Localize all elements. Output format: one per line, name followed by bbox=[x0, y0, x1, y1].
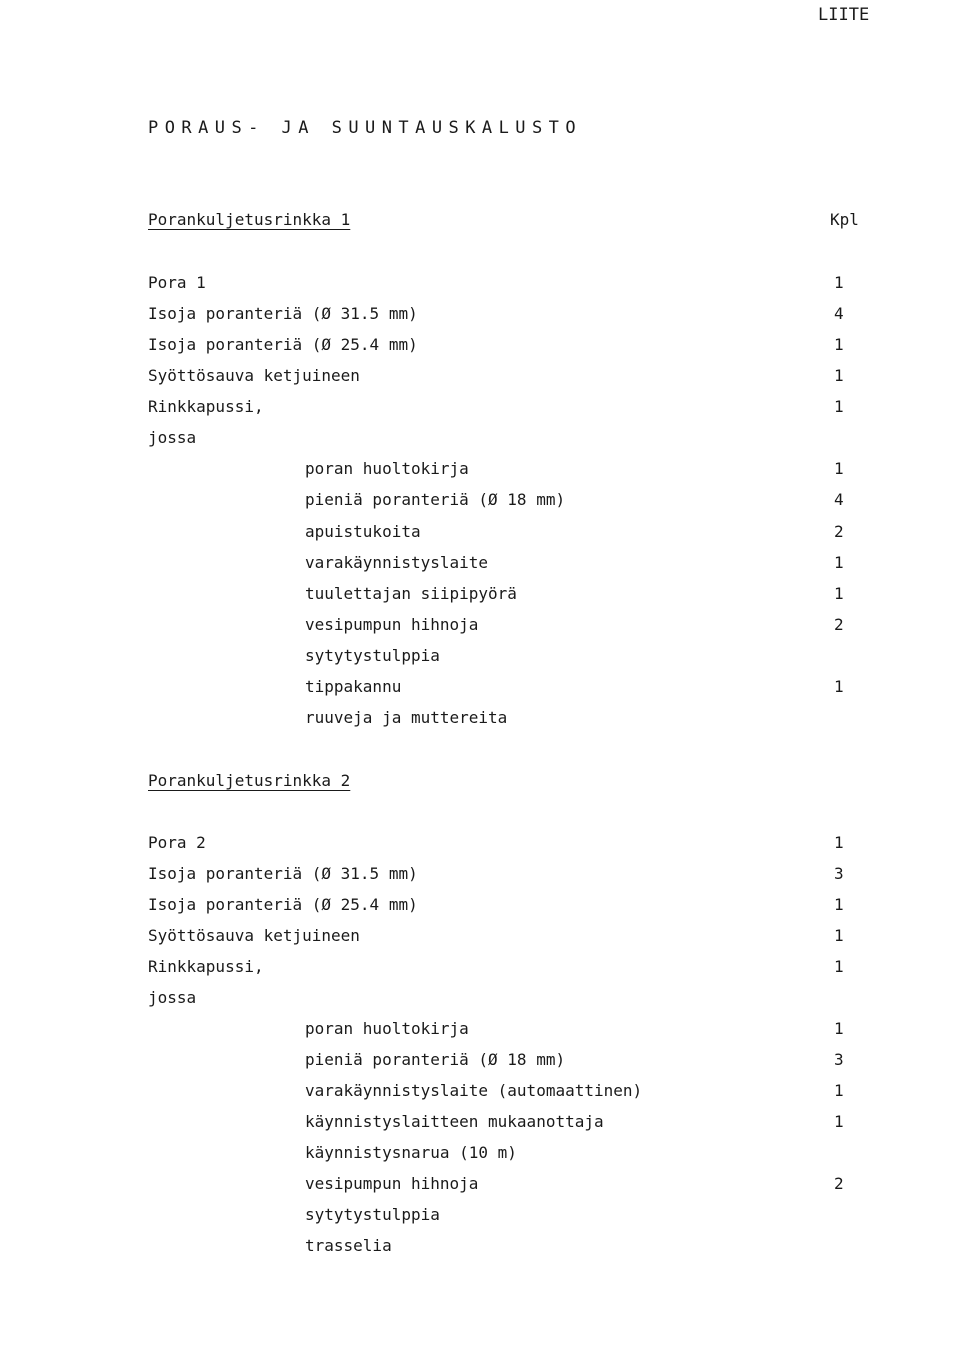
list-item bbox=[0, 646, 960, 666]
list-item bbox=[0, 366, 960, 386]
list-item bbox=[0, 459, 960, 479]
item-quantity: 1 bbox=[834, 957, 844, 976]
item-quantity: 1 bbox=[834, 1019, 844, 1038]
item-label: apuistukoita bbox=[305, 522, 421, 541]
list-item bbox=[0, 553, 960, 573]
list-item bbox=[0, 615, 960, 635]
section-heading-rinkka-1: Porankuljetusrinkka 1 bbox=[148, 210, 351, 229]
item-quantity: 1 bbox=[834, 553, 844, 572]
list-item bbox=[0, 273, 960, 293]
item-label: varakäynnistyslaite (automaattinen) bbox=[305, 1081, 643, 1100]
section-heading-rinkka-2: Porankuljetusrinkka 2 bbox=[148, 771, 351, 790]
quantity-column-header: Kpl bbox=[830, 210, 859, 229]
list-item bbox=[0, 957, 960, 977]
list-item bbox=[0, 335, 960, 355]
item-label: vesipumpun hihnoja bbox=[305, 1174, 479, 1193]
list-item bbox=[0, 708, 960, 728]
item-label: pieniä poranteriä (Ø 18 mm) bbox=[305, 1050, 566, 1069]
item-quantity: 1 bbox=[834, 677, 844, 696]
item-label: tippakannu bbox=[305, 677, 402, 696]
item-quantity: 1 bbox=[834, 833, 844, 852]
item-quantity: 1 bbox=[834, 1081, 844, 1100]
list-item bbox=[0, 926, 960, 946]
list-item bbox=[0, 1081, 960, 1101]
item-label: poran huoltokirja bbox=[305, 1019, 469, 1038]
item-label: trasselia bbox=[305, 1236, 392, 1255]
item-label: Pora 2 bbox=[148, 833, 206, 852]
item-quantity: 1 bbox=[834, 273, 844, 292]
item-label: Pora 1 bbox=[148, 273, 206, 292]
list-item bbox=[0, 1112, 960, 1132]
item-quantity: 2 bbox=[834, 1174, 844, 1193]
item-label: käynnistysnarua (10 m) bbox=[305, 1143, 517, 1162]
list-item bbox=[0, 490, 960, 510]
item-label: käynnistyslaitteen mukaanottaja bbox=[305, 1112, 604, 1131]
appendix-label: LIITE bbox=[818, 5, 870, 25]
item-label: Rinkkapussi, bbox=[148, 397, 264, 416]
item-label: pieniä poranteriä (Ø 18 mm) bbox=[305, 490, 566, 509]
list-item bbox=[0, 895, 960, 915]
page-title: PORAUS- JA SUUNTAUSKALUSTO bbox=[148, 118, 583, 138]
list-item bbox=[0, 1174, 960, 1194]
list-item bbox=[0, 304, 960, 324]
item-label: poran huoltokirja bbox=[305, 459, 469, 478]
item-label: Syöttösauva ketjuineen bbox=[148, 366, 360, 385]
list-item bbox=[0, 1019, 960, 1039]
item-quantity: 1 bbox=[834, 366, 844, 385]
list-item bbox=[0, 428, 960, 448]
item-label: Isoja poranteriä (Ø 25.4 mm) bbox=[148, 335, 418, 354]
item-label: Isoja poranteriä (Ø 25.4 mm) bbox=[148, 895, 418, 914]
item-label: tuulettajan siipipyörä bbox=[305, 584, 517, 603]
item-quantity: 1 bbox=[834, 584, 844, 603]
item-label: jossa bbox=[148, 988, 197, 1007]
item-label: jossa bbox=[148, 428, 197, 447]
item-label: Rinkkapussi, bbox=[148, 957, 264, 976]
item-label: Isoja poranteriä (Ø 31.5 mm) bbox=[148, 864, 418, 883]
list-item bbox=[0, 1143, 960, 1163]
list-item bbox=[0, 864, 960, 884]
item-quantity: 1 bbox=[834, 397, 844, 416]
list-item bbox=[0, 1236, 960, 1256]
item-quantity: 1 bbox=[834, 459, 844, 478]
item-quantity: 1 bbox=[834, 335, 844, 354]
list-item bbox=[0, 397, 960, 417]
list-item bbox=[0, 833, 960, 853]
item-quantity: 3 bbox=[834, 864, 844, 883]
item-quantity: 4 bbox=[834, 490, 844, 509]
list-item bbox=[0, 584, 960, 604]
item-label: ruuveja ja muttereita bbox=[305, 708, 508, 727]
item-quantity: 1 bbox=[834, 1112, 844, 1131]
item-label: vesipumpun hihnoja bbox=[305, 615, 479, 634]
item-label: varakäynnistyslaite bbox=[305, 553, 489, 572]
item-quantity: 2 bbox=[834, 522, 844, 541]
item-quantity: 1 bbox=[834, 926, 844, 945]
item-label: Syöttösauva ketjuineen bbox=[148, 926, 360, 945]
list-item bbox=[0, 988, 960, 1008]
item-quantity: 1 bbox=[834, 895, 844, 914]
list-item bbox=[0, 522, 960, 542]
list-item bbox=[0, 1050, 960, 1070]
item-quantity: 2 bbox=[834, 615, 844, 634]
list-item bbox=[0, 1205, 960, 1225]
item-quantity: 4 bbox=[834, 304, 844, 323]
item-label: sytytystulppia bbox=[305, 646, 440, 665]
item-quantity: 3 bbox=[834, 1050, 844, 1069]
list-item bbox=[0, 677, 960, 697]
item-label: Isoja poranteriä (Ø 31.5 mm) bbox=[148, 304, 418, 323]
item-label: sytytystulppia bbox=[305, 1205, 440, 1224]
